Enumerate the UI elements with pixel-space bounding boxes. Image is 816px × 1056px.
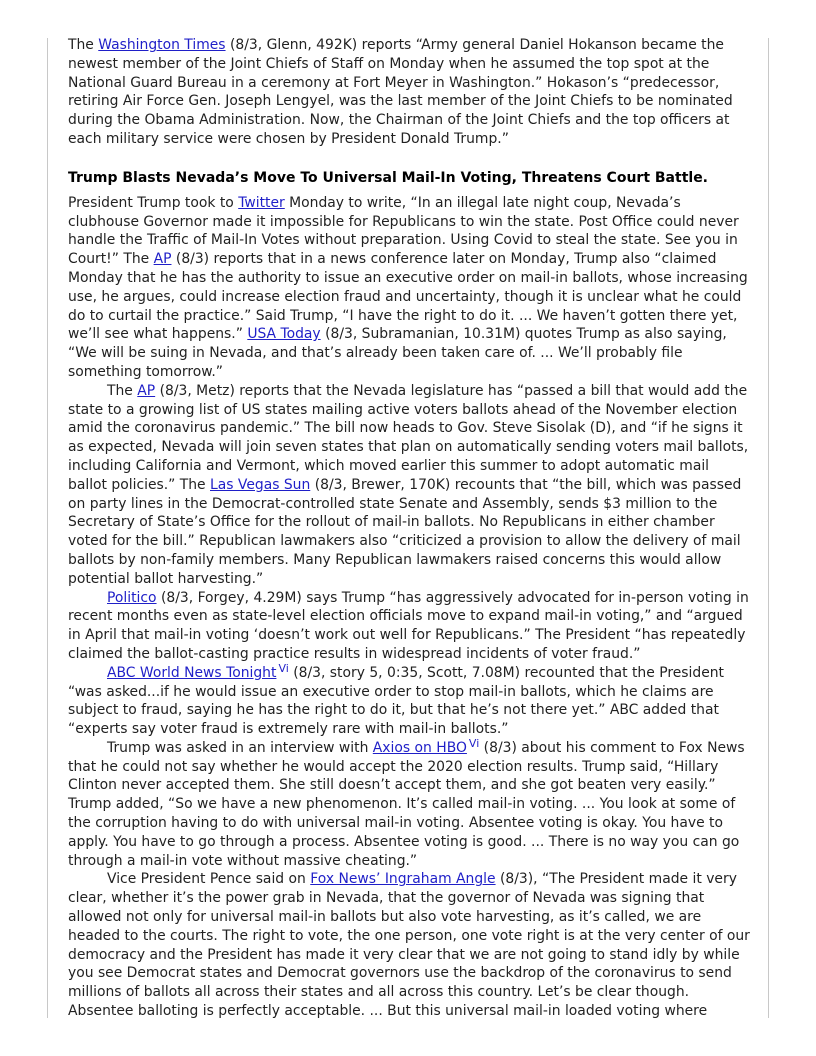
paragraph-nevada-legislature [68, 382, 750, 589]
paragraph-text: Trump was asked in an interview with [107, 739, 373, 756]
link-abc-world-news-tonight[interactable]: ABC World News Tonight [107, 664, 277, 681]
paragraph-abc [68, 661, 750, 739]
paragraph-text: President Trump took to [68, 194, 239, 211]
link-ap-metz[interactable]: AP [137, 382, 156, 399]
paragraph-text: (8/3, Brewer, 170K) recounts that “the bill, which was passed on party lines in the Democrat-controlled state Senate and Assembly, sends $3 million to the Secretary of State’s Office for the rollout of mail-in ballots. No Republicans in either chamber voted for the bill.” Republican lawmakers also “criticized a provision to allow the delivery of mail ballots by non-family members. Many Republican lawmakers raised concerns this would allow potential ballot harvesting.” [68, 476, 742, 587]
paragraph-politico [68, 589, 750, 664]
paragraph-trump-twitter [68, 194, 750, 382]
paragraph-joint-chiefs [68, 36, 750, 149]
paragraph-text: (8/3), “The President made it very clear, whether it’s the power grab in Nevada, that the governor of Nevada was signing that allowed not only for universal mail-in ballots but also vote harvesting, as it’s called, we are headed to the courts. The right to vote, the one person, one vote right is at the very center of our democracy and the President has made it very clear that we are not going to stand idly by while you see Democrat states and Democrat governors use the backdrop of the coronavirus to send millions of ballots all across their states and all across this country. Let’s be clear though. Absentee balloting is perfectly acceptable. ... But this universal mail-in loaded voting where [68, 871, 750, 1020]
paragraph-text: (8/3) reports that in a news conference later on Monday, Trump also “claimed Monday that he has the authority to issue an executive order on mail-in ballots, whose increasing use, he argues, could increase election fraud and uncertainty, though it is unclear what he could do to curtail the practice.” Said Trump, “I have the right to do it. ... We haven’t gotten there yet, we’ll see what happens.” [68, 251, 748, 343]
paragraph-text: (8/3, Forgey, 4.29M) says Trump “has aggressively advocated for in-person voting in recent months even as state-level election officials move to expand mail-in voting,” and “argued in April that mail-in voting ‘doesn’t work out well for Republicans.” The President “has repeatedly claimed the ballot-casting practice results in widespread incidents of voter fraud.” [68, 589, 749, 662]
paragraph-text: (8/3, Subramanian, 10.31M) quotes Trump as also saying, “We will be suing in Nevada, and that’s already been taken care of. ... We’ll probably file something tomorrow.” [68, 326, 727, 380]
paragraph-text: The [107, 382, 138, 399]
link-ap[interactable]: AP [153, 251, 172, 268]
video-indicator[interactable]: Vi [278, 661, 289, 675]
paragraph-text: (8/3, Glenn, 492K) reports “Army general Daniel Hokanson became the newest member of the Joint Chiefs of Staff on Monday when he assumed the top spot at the National Guard Bureau in a ceremony at Fort Meyer in Washington.” Hokason’s “predecessor, retiring Air Force Gen. Joseph Lengyel, was the last member of the Joint Chiefs to be nominated during the Obama Administration. Now, the Chairman of the Joint Chiefs and the top officers at each military service were chosen by President Donald Trump.” [68, 37, 733, 147]
link-usa-today[interactable]: USA Today [247, 326, 321, 343]
link-politico[interactable]: Politico [107, 589, 157, 606]
paragraph-text: Vice President Pence said on [107, 871, 311, 888]
video-indicator[interactable]: Vi [468, 736, 480, 750]
link-twitter[interactable]: Twitter [238, 194, 285, 211]
paragraph-pence [68, 870, 750, 1020]
paragraph-axios [68, 736, 750, 871]
paragraph-text: (8/3, Metz) reports that the Nevada legislature has “passed a bill that would add the state to a growing list of US states mailing active voters ballots ahead of the November election amid the coronavirus pandemic.” The bill now heads to Gov. Steve Sisolak (D), and “if he signs it as expected, Nevada will join seven states that plan on automatically sending voters mail ballots, including California and Vermont, which moved earlier this summer to adopt automatic mail ballot policies.” The [68, 382, 749, 493]
paragraph-text: (8/3) about his comment to Fox News that he could not say whether he would accept the 2020 election results. Trump said, “Hillary Clinton never accepted them. She still doesn’t accept them, and she got beaten very easily.” Trump added, “So we have a new phenomenon. It’s called mail-in voting. ... You look at some of the corruption having to do with universal mail-in voting. Absentee voting is okay. You have to apply. You have to go through a process. Absentee voting is good. ... There is no way you can go through a mail-in vote without massive cheating.” [68, 739, 745, 869]
link-fox-ingraham-angle[interactable]: Fox News’ Ingraham Angle [310, 871, 496, 888]
link-las-vegas-sun[interactable]: Las Vegas Sun [210, 476, 311, 493]
left-margin-rule [47, 38, 48, 1018]
paragraph-lead: The [68, 37, 99, 53]
section-headline: Trump Blasts Nevada’s Move To Universal Mail-In Voting, Threatens Court Battle. [68, 169, 709, 186]
link-axios-on-hbo[interactable]: Axios on HBO [372, 739, 467, 756]
right-margin-rule [768, 38, 769, 1018]
link-washington-times[interactable]: Washington Times [98, 37, 226, 53]
paragraph-text: (8/3, story 5, 0:35, Scott, 7.08M) recounted that the President “was asked...if he would issue an executive order to stop mail-in ballots, which he claims are subject to fraud, saying he has the right to do it, but that he’s not there yet.” ABC added that “experts say voter fraud is extremely rare with mail-in ballots.” [68, 664, 724, 738]
article-body [68, 36, 750, 1021]
paragraph-text: Monday to write, “In an illegal late night coup, Nevada’s clubhouse Governor made it impossible for Republicans to win the state. Post Office could never handle the Traffic of Mail-In Votes without preparation. Using Covid to steal the state. See you in Court!” The [68, 194, 739, 268]
